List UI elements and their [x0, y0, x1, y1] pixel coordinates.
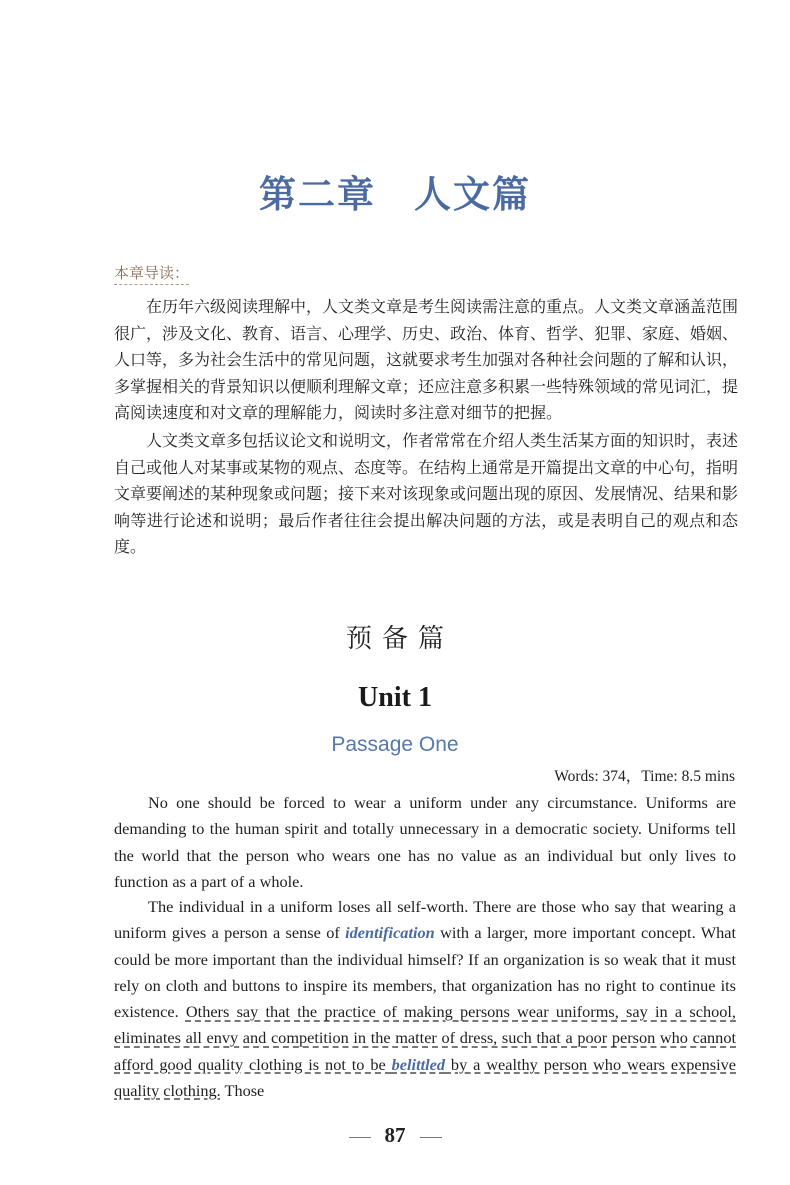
passage-title: Passage One — [331, 733, 459, 756]
passage-text: The individual in a uniform loses all self-worth. There are those who say that wearing a uniform gives a person a sense of — [114, 897, 736, 943]
chapter-guide-label: 本章导读： — [114, 262, 189, 285]
keyword-belittled: belittled — [391, 1054, 446, 1074]
passage-paragraph-2 — [114, 894, 736, 1104]
chapter-title — [0, 164, 790, 218]
words-time-info: Words: 374，Time: 8.5 mins — [554, 768, 735, 785]
guide-paragraph-2: 人文类文章多包括议论文和说明文，作者常常在介绍人类生活某方面的知识时，表述自己或他人对某事或某物的观点、态度等。在结构上通常是开篇提出文章的中心句，指明文章要阐述的某种现象或问题；接下来对该现象或问题出现的原因、发展情况、结果和影响等进行论述和说明；最后作者往往会提出解决问题的方法，或是表明自己的观点和态度。 — [114, 431, 739, 556]
underlined-sentence — [114, 1002, 736, 1100]
passage-text: by a wealthy person who wears expensive quality clothing. — [114, 1054, 736, 1101]
page-number: 87 — [384, 1123, 406, 1147]
guide-paragraph-1: 在历年六级阅读理解中，人文类文章是考生阅读需注意的重点。人文类文章涵盖范围很广，涉及文化、教育、语言、心理学、历史、政治、体育、哲学、犯罪、家庭、婚姻、人口等，多为社会生活中的常见问题，这就要求考生加强对各种社会问题的了解和认识，多掌握相关的背景知识以便顺利理解文章；还应注意多积累一些特殊领域的常见词汇，提高阅读速度和对文章的理解能力，阅读时多注意对细节的把握。 — [114, 297, 739, 422]
footer-rule-right — [420, 1137, 442, 1138]
footer-rule-left — [349, 1137, 371, 1138]
passage-text: with a larger, more important concept. What could be more important than the individual himself? If an organization is so weak that it must rely on cloth and buttons to inspire its members, that organization has no right to continue its existence. — [114, 923, 736, 1022]
unit-title: Unit 1 — [358, 682, 432, 713]
page-footer — [0, 1123, 790, 1148]
chapter-number: 第二章 — [259, 173, 376, 216]
passage-text: Those — [220, 1081, 265, 1101]
section-title: 预备篇 — [345, 624, 454, 654]
passage-text: Others say that the practice of making persons wear uniforms, say in a school, eliminates all envy and competition in the matter of dress, such that a poor person who cannot afford good quality clothing is not to be — [114, 1002, 736, 1074]
passage-paragraph-1: No one should be forced to wear a uniform under any circumstance. Uniforms are demanding to the human spirit and totally unnecessary in a democratic society. Uniforms tell the world that the person who wears one has no value as an individual but only lives to function as a part of a whole. — [114, 793, 736, 891]
keyword-identification: identification — [345, 923, 435, 943]
chapter-name: 人文篇 — [414, 173, 531, 216]
